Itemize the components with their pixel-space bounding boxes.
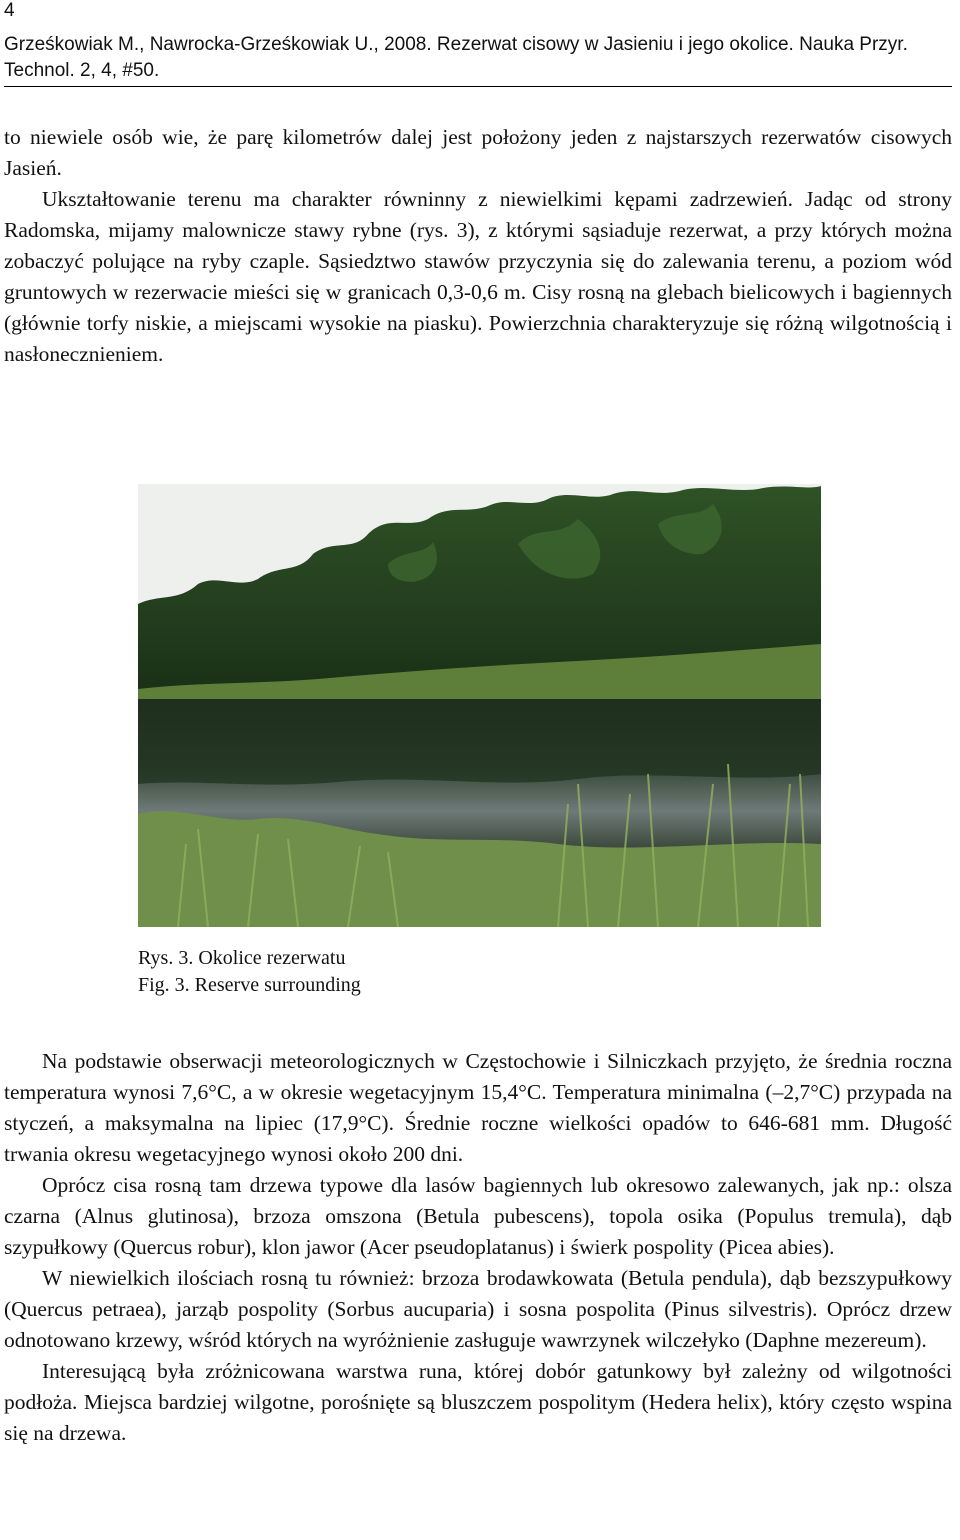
paragraph-undergrowth: Interesującą była zróżnicowana warstwa runa, której dobór gatunkowy był zależny od wilgotności podłoża. Miejsca bardziej wilgotne, porośnięte są bluszczem pospolitym (Hedera helix), który często wspina się na drzewa.	[4, 1359, 952, 1445]
paragraph-continuation: to niewiele osób wie, że parę kilometrów dalej jest położony jeden z najstarszych rezerwatów cisowych Jasień.	[4, 125, 952, 180]
figure-photo	[138, 484, 821, 927]
citation-header: Grześkowiak M., Nawrocka-Grześkowiak U., 2008. Rezerwat cisowy w Jasieniu i jego okolice. Nauka Przyr. Technol. 2, 4, #50.	[4, 34, 908, 81]
section-1	[4, 122, 952, 370]
page-number: 4	[4, 0, 15, 21]
pond-landscape-photo	[138, 484, 821, 927]
paragraph-terrain: Ukształtowanie terenu ma charakter równinny z niewielkimi kępami zadrzewień. Jadąc od strony Radomska, mijamy malownicze stawy rybne (rys. 3), z którymi sąsiaduje rezerwat, a przy których można zobaczyć polujące na ryby czaple. Sąsiedztwo stawów przyczynia się do zalewania terenu, a poziom wód gruntowych w rezerwacie mieści się w granicach 0,3-0,6 m. Cisy rosną na glebach bielicowych i bagiennych (głównie torfy niskie, a miejscami wysokie na piasku). Powierzchnia charakteryzuje się różną wilgotnością i nasłonecznieniem.	[4, 187, 952, 366]
forest-reflection	[138, 699, 821, 785]
paragraph-shrubs: W niewielkich ilościach rosną tu również: brzoza brodawkowata (Betula pendula), dąb bezszypułkowy (Quercus petraea), jarząb pospolity (Sorbus aucuparia) i sosna pospolita (Pinus silvestris). Oprócz drzew odnotowano krzewy, wśród których na wyróżnienie zasługuje wawrzynek wilczełyko (Daphne mezereum).	[4, 1266, 952, 1352]
figure-caption-english: Fig. 3. Reserve surrounding	[138, 974, 361, 996]
section-2	[4, 1046, 952, 1449]
paragraph-trees: Oprócz cisa rosną tam drzewa typowe dla lasów bagiennych lub okresowo zalewanych, jak np.: olsza czarna (Alnus glutinosa), brzoza omszona (Betula pubescens), topola osika (Populus tremula), dąb szypułkowy (Quercus robur), klon jawor (Acer pseudoplatanus) i świerk pospolity (Picea abies).	[4, 1173, 952, 1259]
figure-caption-polish: Rys. 3. Okolice rezerwatu	[138, 947, 346, 969]
header-rule	[4, 86, 952, 87]
paragraph-climate: Na podstawie obserwacji meteorologicznych w Częstochowie i Silniczkach przyjęto, że średnia roczna temperatura wynosi 7,6°C, a w okresie wegetacyjnym 15,4°C. Temperatura minimalna (–2,7°C) przypada na styczeń, a maksymalna na lipiec (17,9°C). Średnie roczne wielkości opadów to 646-681 mm. Długość trwania okresu wegetacyjnego wynosi około 200 dni.	[4, 1049, 952, 1166]
